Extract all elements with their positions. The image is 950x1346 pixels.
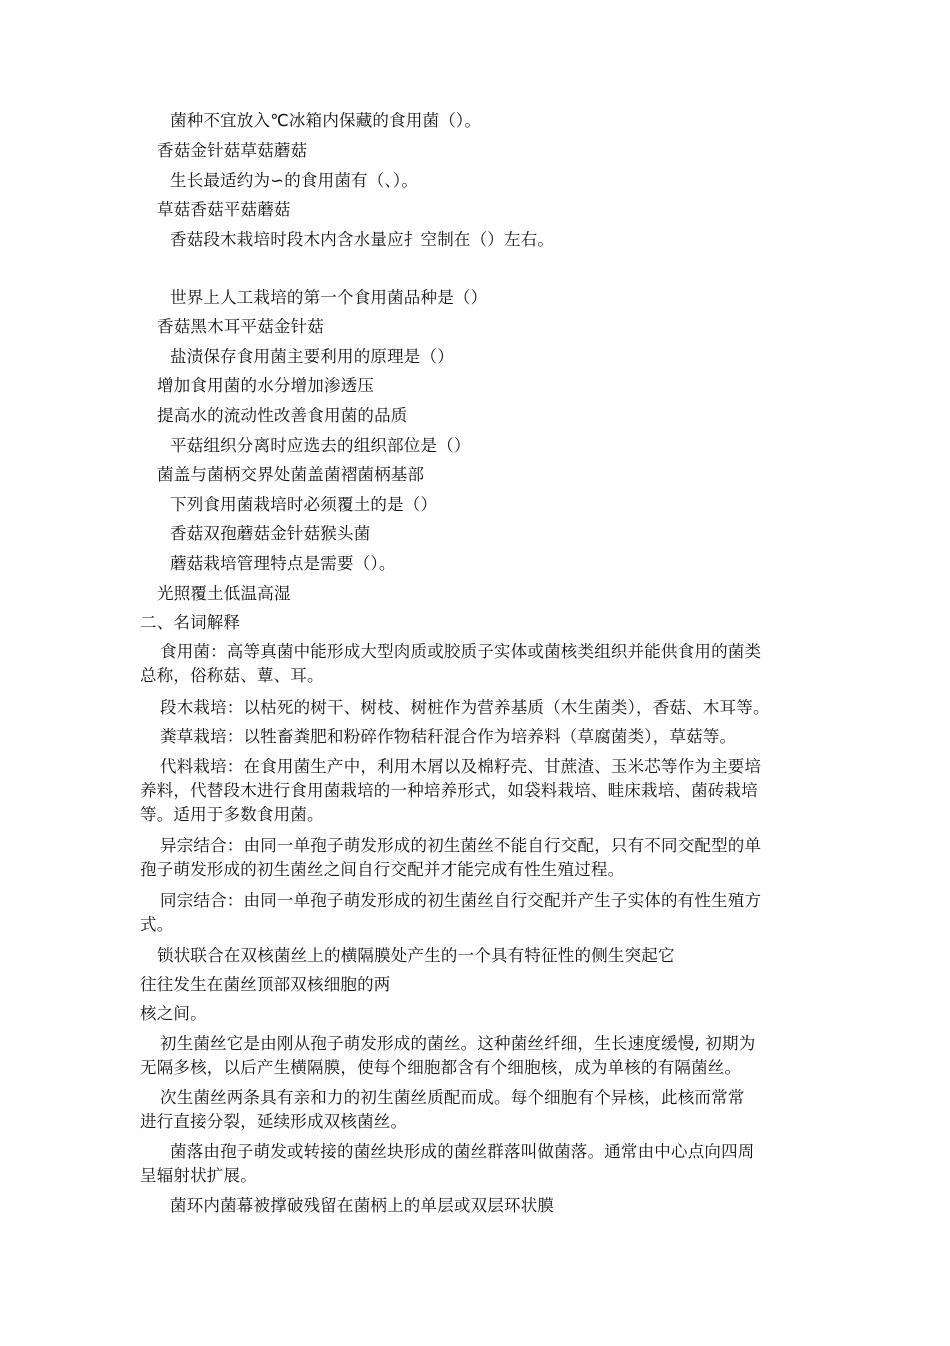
question-3: 香菇段木栽培时段木内含水量应扌空制在（）左右。 — [170, 230, 555, 249]
definition-colony-line1: 菌落由孢子萌发或转接的菌丝块形成的菌丝群落叫做菌落。通常由中心点向四周 — [170, 1142, 755, 1161]
question-4: 世界上人工栽培的第一个食用菌品种是（） — [170, 288, 488, 307]
options-7: 香菇双孢蘑菇金针菇猴头菌 — [170, 524, 371, 543]
question-6: 平菇组织分离时应选去的组织部位是（） — [170, 436, 471, 455]
definition-clamp-connection-line2: 往往发生在菌丝顶部双核细胞的两 — [140, 975, 391, 994]
definition-edible-fungi-line2: 总称，俗称菇、蕈、耳。 — [140, 666, 324, 685]
section-heading: 二、名词解释 — [140, 613, 241, 632]
definition-primary-mycelium-line2: 无隔多核，以后产生横隔膜，使每个细胞都含有个细胞核，成为单核的有隔菌丝。 — [140, 1058, 742, 1077]
definition-primary-mycelium-line1: 初生菌丝它是由刚从孢子萌发形成的菌丝。这种菌丝纤细，生长速度缓慢, 初期为 — [160, 1034, 756, 1053]
definition-substitute-cultivation-line1: 代料栽培：在食用菌生产中，利用木屑以及棉籽壳、甘蔗渣、玉米芯等作为主要培 — [160, 757, 762, 776]
options-2: 草菇香菇平菇蘑菇 — [157, 200, 291, 219]
question-5: 盐渍保存食用菌主要利用的原理是（） — [170, 347, 454, 366]
question-1: 菌种不宜放入℃冰箱内保藏的食用菌（）。 — [170, 111, 482, 130]
definition-clamp-connection-line3: 核之间。 — [140, 1004, 207, 1023]
options-5a: 增加食用菌的水分增加渗透压 — [157, 376, 375, 395]
question-2: 生长最适约为∽的食用菌有（、）。 — [170, 171, 419, 190]
definition-heterothallism-line1: 异宗结合：由同一单孢子萌发形成的初生菌丝不能自行交配，只有不同交配型的单 — [160, 836, 762, 855]
definition-colony-line2: 呈辐射状扩展。 — [140, 1166, 257, 1185]
definition-manure-straw-cultivation: 粪草栽培：以牲畜粪肥和粉碎作物秸秆混合作为培养料（草腐菌类），草菇等。 — [160, 727, 737, 746]
definition-clamp-connection-line1: 锁状联合在双核菌丝上的横隔膜处产生的一个具有特征性的侧生突起它 — [157, 946, 675, 965]
options-6: 菌盖与菌柄交界处菌盖菌褶菌柄基部 — [157, 465, 425, 484]
options-5b: 提高水的流动性改善食用菌的品质 — [157, 406, 408, 425]
definition-secondary-mycelium-line2: 进行直接分裂，延续形成双核菌丝。 — [140, 1112, 408, 1131]
definition-edible-fungi-line1: 食用菌：高等真菌中能形成大型肉质或胶质子实体或菌核类组织并能供食用的菌类 — [160, 642, 762, 661]
definition-homothallism-line1: 同宗结合：由同一单孢子萌发形成的初生菌丝自行交配并产生子实体的有性生殖方 — [160, 891, 762, 910]
definition-log-cultivation: 段木栽培：以枯死的树干、树枝、树桩作为营养基质（木生菌类），香菇、木耳等。 — [160, 698, 770, 717]
question-8: 蘑菇栽培管理特点是需要（）。 — [170, 554, 396, 573]
definition-secondary-mycelium-line1: 次生菌丝两条具有亲和力的初生菌丝质配而成。每个细胞有个异核，此核而常常 — [160, 1088, 745, 1107]
options-4: 香菇黑木耳平菇金针菇 — [157, 317, 324, 336]
definition-substitute-cultivation-line3: 等。适用于多数食用菌。 — [140, 805, 324, 824]
definition-annulus: 菌环内菌幕被撑破残留在菌柄上的单层或双层环状膜 — [170, 1196, 555, 1215]
options-8: 光照覆土低温高湿 — [157, 584, 291, 603]
definition-substitute-cultivation-line2: 养料，代替段木进行食用菌栽培的一种培养形式，如袋料栽培、畦床栽培、菌砖栽培 — [140, 781, 758, 800]
definition-heterothallism-line2: 孢子萌发形成的初生菌丝之间自行交配并才能完成有性生殖过程。 — [140, 860, 625, 879]
options-1: 香菇金针菇草菇蘑菇 — [157, 141, 308, 160]
definition-homothallism-line2: 式。 — [140, 915, 174, 934]
question-7: 下列食用菌栽培时必须覆土的是（） — [170, 495, 438, 514]
